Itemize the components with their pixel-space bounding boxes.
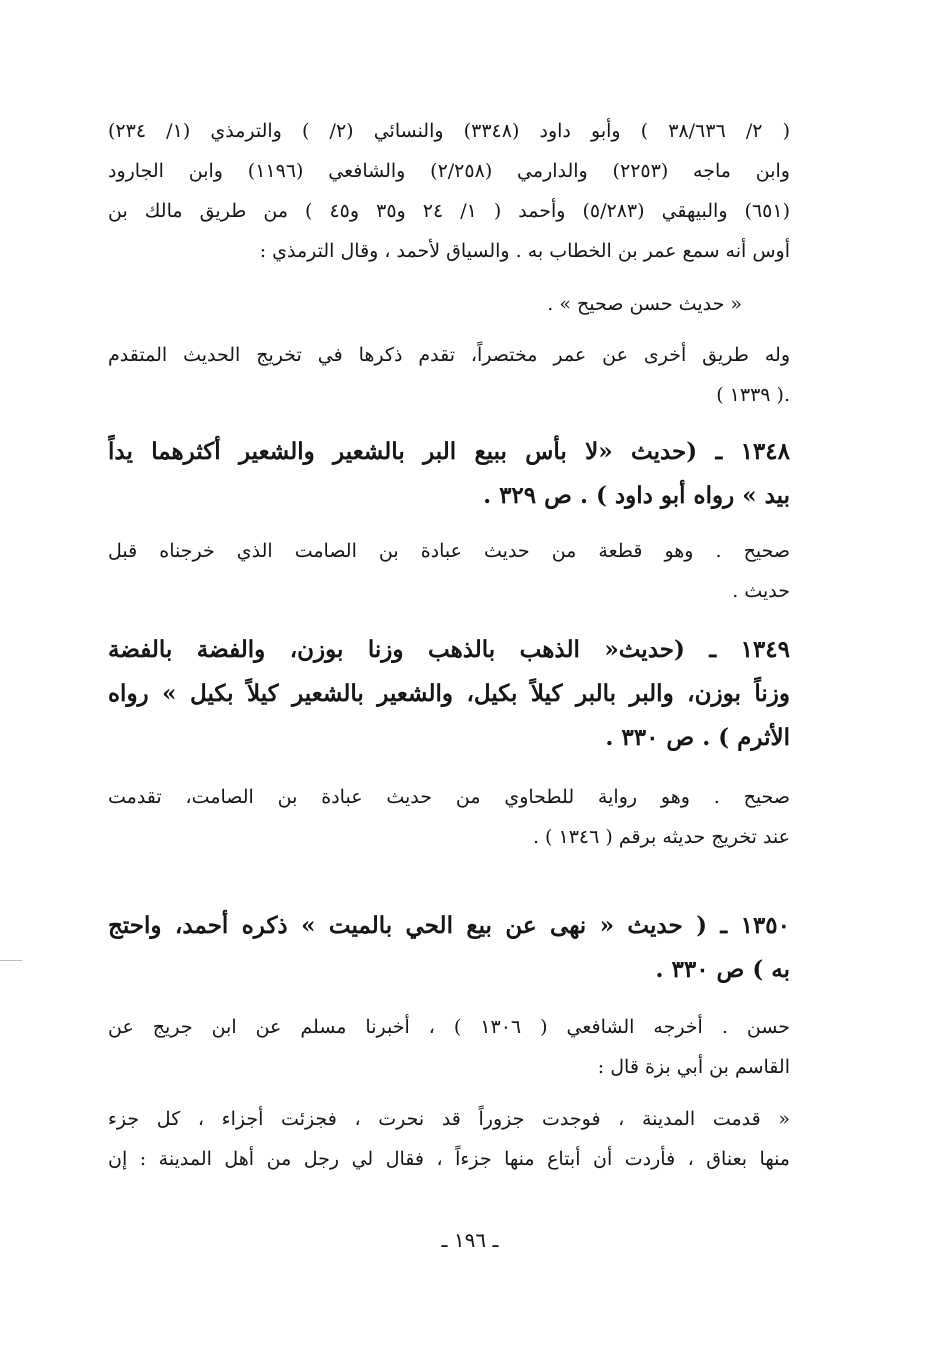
text-line: وابن ماجه (٢٢٥٣) والدارمي (٢/٢٥٨) والشافعي (١١٩٦) وابن الجارود — [108, 160, 790, 182]
hadith-heading-1350: ١٣٥٠ ـ ( حديث « نهى عن بيع الحي بالميت » ذكره أحمد، واحتج — [108, 912, 790, 939]
grading-text-1349-cont: عند تخريج حديثه برقم ( ١٣٤٦ ) . — [532, 826, 790, 848]
grading-text-1349: صحيح . وهو رواية للطحاوي من حديث عبادة بن الصامت، تقدمت — [108, 786, 790, 808]
quote-line: « حديث حسن صحيح » . — [547, 293, 742, 315]
quote-line: منها بعناق ، فأردت أن أبتاع منها جزءاً ، فقال لي رجل من أهل المدينة : إن — [108, 1148, 790, 1170]
hadith-heading-1348: ١٣٤٨ ـ (حديث «لا بأس ببيع البر بالشعير والشعير أكثرهما يداً — [108, 438, 790, 465]
grading-text-1348: صحيح . وهو قطعة من حديث عبادة بن الصامت الذي خرجناه قبل — [108, 540, 790, 562]
hadith-heading-1349-cont: وزناً بوزن، والبر بالبر كيلاً بكيل، والشعير بالشعير كيلاً بكيل » رواه — [108, 680, 790, 707]
text-line: (٦٥١) والبيهقي (٥/٢٨٣) وأحمد ( ١/ ٢٤ و٣٥ و٤٥ ) من طريق مالك بن — [108, 200, 790, 222]
hadith-heading-1348-cont: بيد » رواه أبو داود ) . ص ٣٢٩ . — [483, 482, 790, 509]
hadith-heading-1350-cont: به ) ص ٣٣٠ . — [655, 956, 790, 983]
quote-line: « قدمت المدينة ، فوجدت جزوراً قد نحرت ، فجزئت أجزاء ، كل جزء — [108, 1108, 790, 1130]
text-line: أوس أنه سمع عمر بن الخطاب به . والسياق لأحمد ، وقال الترمذي : — [259, 240, 790, 262]
page-number: ـ ١٩٦ ـ — [441, 1228, 499, 1252]
grading-text-1348-cont: حديث . — [732, 580, 790, 602]
hadith-heading-1349-end: الأثرم ) . ص ٣٣٠ . — [605, 724, 790, 751]
scan-margin-mark — [0, 960, 22, 961]
hadith-heading-1349: ١٣٤٩ ـ (حديث« الذهب بالذهب وزنا بوزن، والفضة بالفضة — [108, 636, 790, 663]
grading-text-1350-cont: القاسم بن أبي بزة قال : — [597, 1056, 790, 1078]
grading-text-1350: حسن . أخرجه الشافعي ( ١٣٠٦ ) ، أخبرنا مسلم عن ابن جريج عن — [108, 1016, 790, 1038]
text-line: ( ١٣٣٩ ). — [716, 384, 790, 406]
text-line: ( ٢/ ٣٨/٦٣٦ ) وأبو داود (٣٣٤٨) والنسائي (٢/ ) والترمذي (١/ ٢٣٤) — [108, 120, 790, 142]
text-line: وله طريق أخرى عن عمر مختصراً، تقدم ذكرها في تخريج الحديث المتقدم — [108, 344, 790, 366]
